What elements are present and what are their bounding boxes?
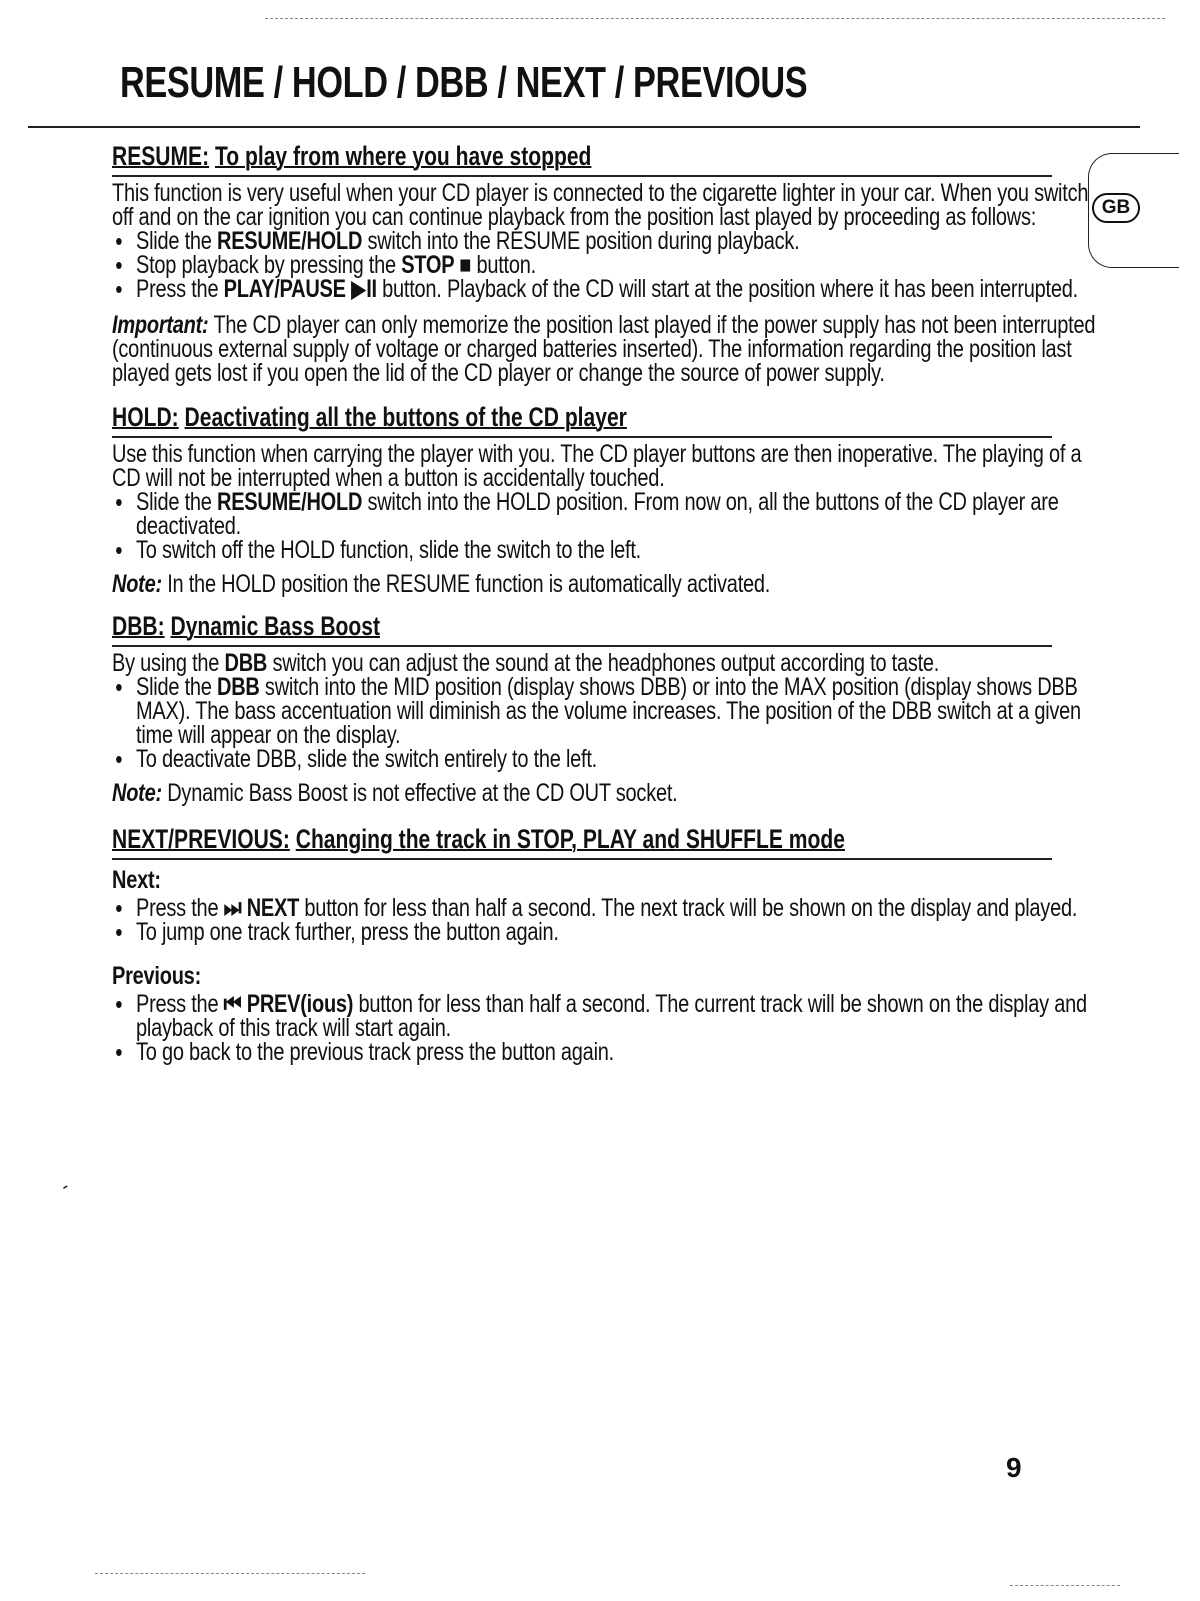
heading-text	[112, 608, 380, 644]
list-item	[112, 896, 1096, 920]
bullet-list	[112, 490, 1096, 562]
section-next-previous	[112, 821, 1087, 1066]
heading-title: Changing the track in STOP, PLAY and SHUFFLE mode	[295, 824, 845, 854]
heading-label: DBB:	[112, 611, 165, 641]
list-item: • To jump one track further, press the button again.	[112, 920, 1096, 944]
paragraph	[112, 651, 1096, 675]
text: Slide the	[136, 673, 217, 701]
section-body	[112, 181, 1096, 385]
section-resume	[112, 138, 1096, 387]
note	[112, 572, 1096, 596]
bullet-list	[112, 896, 1096, 944]
heading-title: To play from where you have stopped	[214, 141, 592, 171]
list-item	[112, 992, 1096, 1040]
heading-title: Dynamic Bass Boost	[170, 611, 381, 641]
text: button for less than half a second. The current track will be shown on the display and playback of this track will start again.	[136, 990, 1087, 1042]
scan-artifact-bottom-right	[1010, 1585, 1120, 1586]
section-heading	[112, 399, 1052, 438]
heading-text	[112, 138, 591, 174]
text: Slide the	[136, 488, 217, 516]
control-name: RESUME/HOLD	[217, 488, 363, 516]
text: switch into the RESUME position during playback.	[362, 227, 800, 255]
scan-mark: -	[57, 1175, 73, 1197]
heading-text	[112, 399, 627, 435]
bullet-list	[112, 229, 1096, 301]
section-body	[112, 651, 1096, 805]
text: Press the	[136, 894, 224, 922]
text: switch you can adjust the sound at the headphones output according to taste.	[267, 649, 940, 677]
section-heading	[112, 608, 1052, 647]
paragraph: Use this function when carrying the player with you. The CD player buttons are then inoperative. The playing of a CD will not be interrupted when a button is accidentally touched.	[112, 440, 1082, 492]
list-item	[112, 229, 1096, 253]
text: button for less than half a second. The next track will be shown on the display and played.	[299, 894, 1078, 922]
bullet-list	[112, 992, 1096, 1064]
note-text: The CD player can only memorize the position last played if the power supply has not been interrupted (continuous external supply of voltage or charged batteries inserted). The information regarding the position last played gets lost if you open the lid of the CD player or change the source of power supply.	[112, 311, 1096, 387]
scan-artifact-top	[265, 18, 1165, 21]
text: switch into the HOLD position. From now on, all the buttons of the CD player are deactivated.	[136, 488, 1059, 540]
control-name: STOP ■	[401, 251, 472, 279]
control-name: ⏮ PREV(ious)	[223, 990, 354, 1018]
heading-title: Deactivating all the buttons of the CD player	[184, 402, 627, 432]
heading-label: HOLD:	[112, 402, 179, 432]
text: Slide the	[136, 227, 217, 255]
bullet-list	[112, 675, 1096, 771]
scan-artifact-bottom	[95, 1573, 365, 1576]
section-hold	[112, 399, 1082, 598]
note-text: In the HOLD position the RESUME function is automatically activated.	[161, 570, 771, 598]
list-item	[112, 675, 1096, 747]
important-note	[112, 313, 1096, 385]
subheading-next: Next:	[112, 866, 161, 894]
control-name: DBB	[224, 649, 268, 677]
text: Press the	[136, 275, 224, 303]
heading-text	[112, 821, 845, 857]
paragraph: This function is very useful when your CD player is connected to the cigarette lighter in your car. When you switch off and on the car ignition you can continue playback from the position last played by proceeding as follows:	[112, 179, 1089, 231]
page-title: RESUME / HOLD / DBB / NEXT / PREVIOUS	[120, 58, 808, 107]
title-rule	[28, 126, 1140, 128]
section-body	[112, 868, 1096, 1064]
note-text: Dynamic Bass Boost is not effective at the CD OUT socket.	[161, 779, 678, 807]
heading-label: RESUME:	[112, 141, 210, 171]
note-label: Note:	[112, 570, 162, 598]
note-label: Note:	[112, 779, 162, 807]
control-name: DBB	[217, 673, 260, 701]
control-name: ⏭ NEXT	[223, 894, 300, 922]
section-heading	[112, 138, 1052, 177]
text: button. Playback of the CD will start at the position where it has been interrupted.	[376, 275, 1078, 303]
content	[112, 138, 1096, 1066]
text: Press the	[136, 990, 224, 1018]
list-item	[112, 253, 1096, 277]
page-number: 9	[1006, 1452, 1022, 1483]
heading-label: NEXT/PREVIOUS:	[112, 824, 290, 854]
section-heading	[112, 821, 1052, 860]
control-name: RESUME/HOLD	[217, 227, 363, 255]
list-item	[112, 277, 1096, 301]
control-name: PLAY/PAUSE ▶II	[223, 275, 377, 303]
text: By using the	[112, 649, 225, 677]
list-item: • To go back to the previous track press the button again.	[112, 1040, 1096, 1064]
language-badge: GB	[1092, 193, 1140, 223]
note-label: Important:	[112, 311, 209, 339]
list-item	[112, 490, 1096, 538]
text: switch into the MID position (display shows DBB) or into the MAX position (display shows DBB MAX). The bass accentuation will diminish as the volume increases. The position of the DBB switch at a given time will appear on the display.	[136, 673, 1081, 749]
text: button.	[471, 251, 536, 279]
note	[112, 781, 1096, 805]
section-body	[112, 442, 1096, 596]
text: Stop playback by pressing the	[136, 251, 402, 279]
list-item: • To switch off the HOLD function, slide the switch to the left.	[112, 538, 1096, 562]
list-item: • To deactivate DBB, slide the switch entirely to the left.	[112, 747, 1096, 771]
subheading-previous: Previous:	[112, 962, 201, 990]
section-dbb	[112, 608, 1081, 807]
